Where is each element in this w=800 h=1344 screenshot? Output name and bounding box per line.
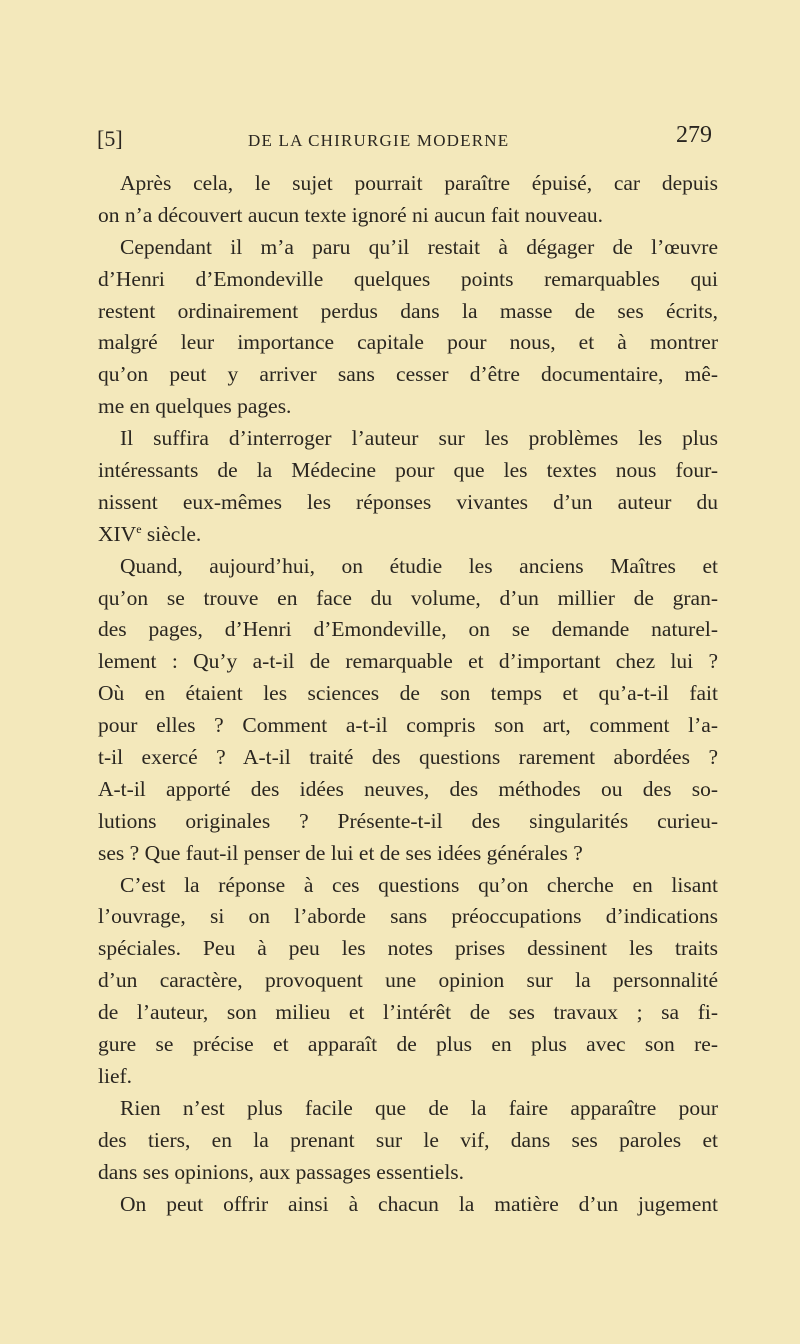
text-line-content: Quand, aujourd’hui, on étudie les anciens Maîtres et xyxy=(120,553,718,578)
text-line xyxy=(98,965,718,997)
text-line xyxy=(98,710,718,742)
text-line xyxy=(98,391,718,423)
text-line-content: des tiers, en la prenant sur le vif, dans ses paroles et xyxy=(98,1127,718,1152)
text-line xyxy=(98,1125,718,1157)
text-line xyxy=(98,1189,718,1221)
text-line-content: On peut offrir ainsi à chacun la matière d’un jugement xyxy=(120,1191,718,1216)
text-line xyxy=(98,901,718,933)
text-line xyxy=(98,327,718,359)
text-line xyxy=(98,1093,718,1125)
text-line xyxy=(98,646,718,678)
text-line xyxy=(98,870,718,902)
text-line-content: dans ses opinions, aux passages essentiels. xyxy=(98,1159,465,1184)
text-line-content: Il suffira d’interroger l’auteur sur les problèmes les plus xyxy=(120,426,718,451)
text-line-content: C’est la réponse à ces questions qu’on cherche en lisant xyxy=(120,872,718,897)
text-line-content: Cependant il m’a paru qu’il restait à dégager de l’œuvre xyxy=(120,234,718,259)
superscript: e xyxy=(136,521,142,536)
body-text xyxy=(98,168,718,1220)
text-line-content: pour elles ? Comment a-t-il compris son art, comment l’a- xyxy=(98,713,718,738)
text-line-content: XIV xyxy=(98,521,137,546)
text-line xyxy=(98,614,718,646)
text-line xyxy=(98,583,718,615)
text-line-content: d’Henri d’Emondeville quelques points remarquables qui xyxy=(98,266,718,291)
text-line xyxy=(98,838,718,870)
text-line xyxy=(98,264,718,296)
text-line-content: lement : Qu’y a-t-il de remarquable et d’important chez lui ? xyxy=(98,649,718,674)
text-line xyxy=(98,296,718,328)
text-line-content: nissent eux-mêmes les réponses vivantes d’un auteur du xyxy=(98,489,718,514)
text-line-content: lief. xyxy=(98,1063,133,1088)
text-line-content: spéciales. Peu à peu les notes prises dessinent les traits xyxy=(98,936,718,961)
text-line-continuation: siècle. xyxy=(141,521,202,546)
text-line xyxy=(98,487,718,519)
text-line xyxy=(98,455,718,487)
text-line xyxy=(98,1061,718,1093)
text-line xyxy=(98,200,718,232)
text-line xyxy=(98,551,718,583)
text-line xyxy=(98,742,718,774)
text-line xyxy=(98,232,718,264)
text-line-content: de l’auteur, son milieu et l’intérêt de ses travaux ; sa fi- xyxy=(98,1000,718,1025)
text-line xyxy=(98,806,718,838)
text-line xyxy=(98,168,718,200)
text-line xyxy=(98,519,718,551)
text-line-content: malgré leur importance capitale pour nous, et à montrer xyxy=(98,330,718,355)
page-number: 279 xyxy=(676,122,712,148)
text-line-content: gure se précise et apparaît de plus en plus avec son re- xyxy=(98,1032,718,1057)
text-line-content: on n’a découvert aucun texte ignoré ni aucun fait nouveau. xyxy=(98,202,604,227)
text-line-content: Après cela, le sujet pourrait paraître épuisé, car depuis xyxy=(120,171,718,195)
text-line xyxy=(98,678,718,710)
signature-mark: [5] xyxy=(97,126,123,151)
text-line xyxy=(98,423,718,455)
text-line-content: lutions originales ? Présente-t-il des singularités curieu- xyxy=(98,808,718,833)
text-line xyxy=(98,359,718,391)
text-line-content: Rien n’est plus facile que de la faire apparaître pour xyxy=(120,1095,718,1120)
text-line xyxy=(98,1029,718,1061)
text-line-content: Où en étaient les sciences de son temps et qu’a-t-il fait xyxy=(98,681,718,706)
text-line-content: qu’on peut y arriver sans cesser d’être documentaire, mê- xyxy=(98,362,718,387)
text-line-content: qu’on se trouve en face du volume, d’un millier de gran- xyxy=(98,585,718,610)
text-line-content: intéressants de la Médecine pour que les textes nous four- xyxy=(98,458,718,483)
text-line xyxy=(98,774,718,806)
text-line-content: t-il exercé ? A-t-il traité des questions rarement abordées ? xyxy=(98,745,718,770)
text-line-content: l’ouvrage, si on l’aborde sans préoccupations d’indications xyxy=(98,904,718,929)
text-line-content: d’un caractère, provoquent une opinion sur la personnalité xyxy=(98,968,718,993)
text-line-content: des pages, d’Henri d’Emondeville, on se demande naturel- xyxy=(98,617,718,642)
text-line xyxy=(98,933,718,965)
text-line xyxy=(98,1157,718,1189)
text-line-content: restent ordinairement perdus dans la masse de ses écrits, xyxy=(98,298,718,323)
text-line-content: A-t-il apporté des idées neuves, des méthodes ou des so- xyxy=(98,776,718,801)
running-title: DE LA CHIRURGIE MODERNE xyxy=(248,131,510,150)
text-line-content: me en quelques pages. xyxy=(98,394,292,419)
text-line xyxy=(98,997,718,1029)
text-line-content: ses ? Que faut-il penser de lui et de ses idées générales ? xyxy=(98,840,583,865)
